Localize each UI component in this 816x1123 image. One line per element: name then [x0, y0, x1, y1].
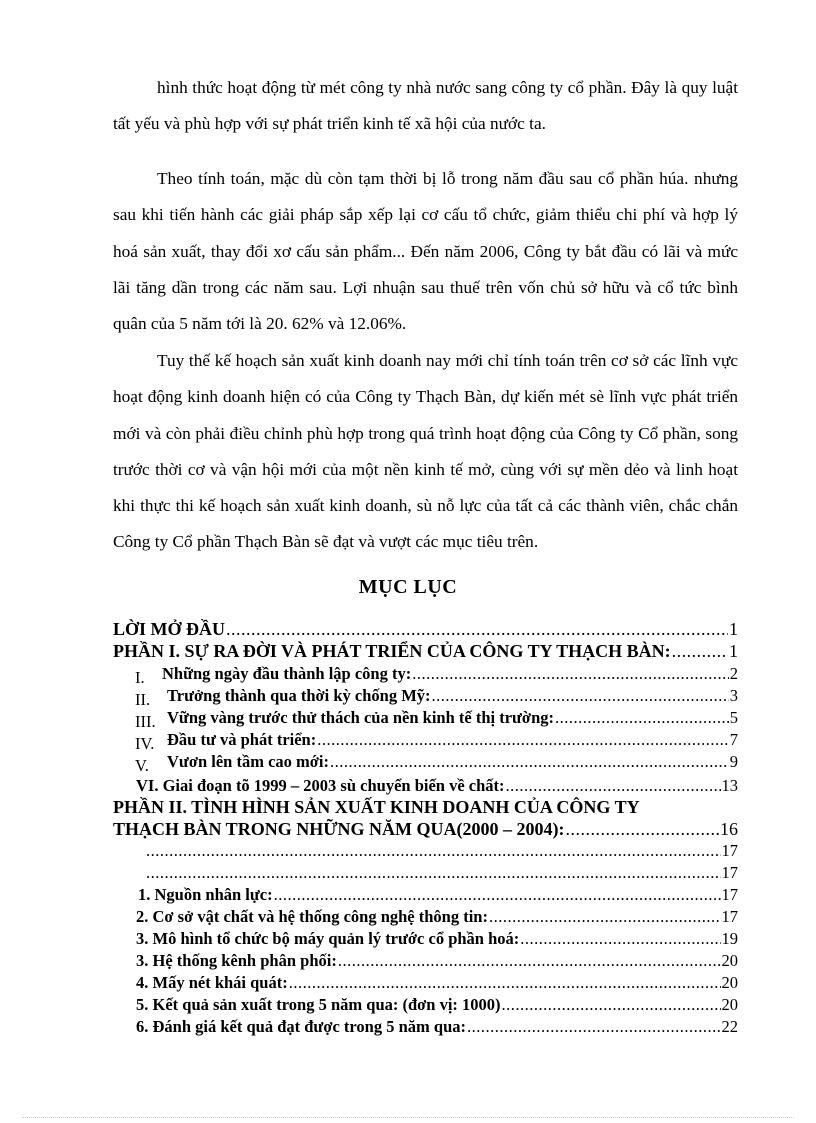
- toc-entry-label: THẠCH BÀN TRONG NHỮNG NĂM QUA(2000 – 2004):: [113, 819, 565, 839]
- toc-entry[interactable]: [113, 618, 738, 640]
- toc-leader: [289, 973, 721, 993]
- toc-leader: [520, 929, 720, 949]
- toc-entry[interactable]: [135, 684, 738, 709]
- toc-entry-number: III.: [135, 712, 156, 731]
- toc-entry-page: 19: [721, 929, 738, 948]
- toc-entry-page: 7: [729, 730, 738, 749]
- toc-leader: [502, 995, 721, 1015]
- toc-entry-page: 13: [721, 776, 738, 795]
- toc-entry[interactable]: [113, 796, 738, 818]
- toc-entry-label: 2. Cơ sở vật chất và hệ thống công nghệ thông tin:: [136, 907, 488, 926]
- toc-entry-page: 17: [721, 907, 738, 926]
- toc-entry-label: Những ngày đầu thành lập công ty:: [162, 664, 412, 683]
- toc-entry[interactable]: [135, 750, 738, 775]
- toc-entry[interactable]: [113, 818, 738, 840]
- toc-entry-page: 3: [729, 686, 738, 705]
- toc-entry-page: 20: [721, 995, 738, 1014]
- toc-entry-number: I.: [135, 668, 145, 687]
- toc-entry-label: VI. Giai đoạn tõ 1999 – 2003 sù chuyển biến về chất:: [136, 776, 505, 795]
- toc-entry-page: 5: [729, 708, 738, 727]
- toc-entry-page: 9: [729, 752, 738, 771]
- toc-leader: [330, 752, 729, 772]
- toc-entry[interactable]: [136, 927, 738, 949]
- toc-entry[interactable]: [138, 883, 738, 905]
- toc-entry[interactable]: [135, 706, 738, 731]
- toc-leader: [467, 1017, 721, 1037]
- toc-leader: [412, 664, 729, 684]
- toc-leader: [146, 841, 721, 861]
- toc-entry[interactable]: [136, 774, 738, 796]
- toc-entry-page: 22: [721, 1017, 738, 1036]
- toc-leader: [226, 619, 728, 640]
- toc-leader: [555, 708, 729, 728]
- toc-entry[interactable]: [145, 839, 738, 861]
- toc-entry-label: 3. Hệ thống kênh phân phối:: [136, 951, 337, 970]
- toc-entry-page: 17: [721, 863, 738, 882]
- toc-leader: [338, 951, 721, 971]
- toc-leader: [489, 907, 721, 927]
- toc-entry[interactable]: [136, 1015, 738, 1037]
- toc-entry-number: IV.: [135, 734, 155, 753]
- toc-entry-page: 1: [729, 641, 738, 661]
- toc-entry[interactable]: [136, 971, 738, 993]
- toc-leader: [274, 885, 721, 905]
- toc-entry-label: LỜI MỞ ĐẦU: [113, 619, 225, 639]
- toc-entry-page: 20: [721, 951, 738, 970]
- toc-entry[interactable]: [136, 993, 738, 1015]
- toc-leader: [146, 863, 721, 883]
- toc-entry-number: V.: [135, 756, 149, 775]
- toc-entry-label: 6. Đánh giá kết quả đạt được trong 5 năm qua:: [136, 1017, 466, 1036]
- toc-entry-label: Đầu tư và phát triển:: [167, 730, 317, 749]
- toc-entry[interactable]: [136, 949, 738, 971]
- toc-entry-label: 1. Nguồn nhân lực:: [138, 885, 273, 904]
- paragraph-1: hình thức hoạt động từ mét công ty nhà nước sang công ty cổ phần. Đây là quy luật tất yếu và phù hợp với sự phát triển kinh tế xã hội của nước ta.: [113, 78, 738, 134]
- toc-entry-number: II.: [135, 690, 151, 709]
- toc-leader: [672, 641, 728, 662]
- toc-entry-label: PHẦN II. TÌNH HÌNH SẢN XUẤT KINH DOANH CỦA CÔNG TY: [113, 797, 640, 817]
- toc-entry-page: 17: [721, 841, 738, 860]
- toc-leader: [506, 776, 721, 796]
- toc-leader: [317, 730, 729, 750]
- toc-entry-page: 17: [721, 885, 738, 904]
- paragraph-3: Tuy thế kế hoạch sản xuất kinh doanh nay mới chỉ tính toán trên cơ sở các lĩnh vực hoạt động kinh doanh hiện có của Công ty Thạch Bàn, dự kiến mét sè lĩnh vực phát triển mới và còn phải điều chỉnh phù hợp trong quá trình hoạt động của Công ty Cổ phần, song trước thời cơ và vận hội mới của một nền kinh tế mở, cùng với sự mền dẻo và linh hoạt khi thực thi kế hoạch sản xuất kinh doanh, sù nỗ lực của tất cả các thành viên, chắc chắn Công ty Cổ phần Thạch Bàn sẽ đạt và vượt các mục tiêu trên.: [113, 351, 738, 552]
- toc-entry-label: 3. Mô hình tổ chức bộ máy quản lý trước cổ phần hoá:: [136, 929, 520, 948]
- toc-entry[interactable]: [136, 905, 738, 927]
- toc-entry[interactable]: [145, 861, 738, 883]
- toc-entry-page: 16: [720, 819, 738, 839]
- toc-entry-label: 5. Kết quả sản xuất trong 5 năm qua: (đơn vị: 1000): [136, 995, 501, 1014]
- toc-leader: [566, 819, 720, 840]
- toc-title: MỤC LỤC: [358, 576, 458, 598]
- toc-entry[interactable]: [135, 662, 738, 687]
- toc-entry-label: Trưởng thành qua thời kỳ chống Mỹ:: [167, 686, 431, 705]
- page-bottom-divider: [22, 1117, 794, 1118]
- toc-entry-page: 2: [729, 664, 738, 683]
- toc-entry[interactable]: [113, 640, 738, 662]
- toc-leader: [432, 686, 729, 706]
- toc-entry[interactable]: [135, 728, 738, 753]
- toc-entry-page: 1: [729, 619, 738, 639]
- toc-entry-label: Vươn lên tầm cao mới:: [167, 752, 329, 771]
- toc-entry-label: Vững vàng trước thử thách của nền kinh tế thị trường:: [167, 708, 554, 727]
- toc-entry-page: 20: [721, 973, 738, 992]
- toc-entry-label: PHẦN I. SỰ RA ĐỜI VÀ PHÁT TRIỂN CỦA CÔNG TY THẠCH BÀN:: [113, 641, 671, 661]
- toc-entry-label: 4. Mấy nét khái quát:: [136, 973, 288, 992]
- paragraph-2: Theo tính toán, mặc dù còn tạm thời bị lỗ trong năm đầu sau cổ phần húa. nhưng sau khi tiến hành các giải pháp sắp xếp lại cơ cấu tổ chức, giảm thiểu chi phí và hợp lý hoá sản xuất, thay đổi xơ cấu sản phẩm... Đến năm 2006, Công ty bắt đầu có lãi và mức lãi tăng dần trong các năm sau. Lợi nhuận sau thuế trên vốn chủ sở hữu và cổ tức bình quân của 5 năm tới là 20. 62% và 12.06%.: [113, 169, 738, 334]
